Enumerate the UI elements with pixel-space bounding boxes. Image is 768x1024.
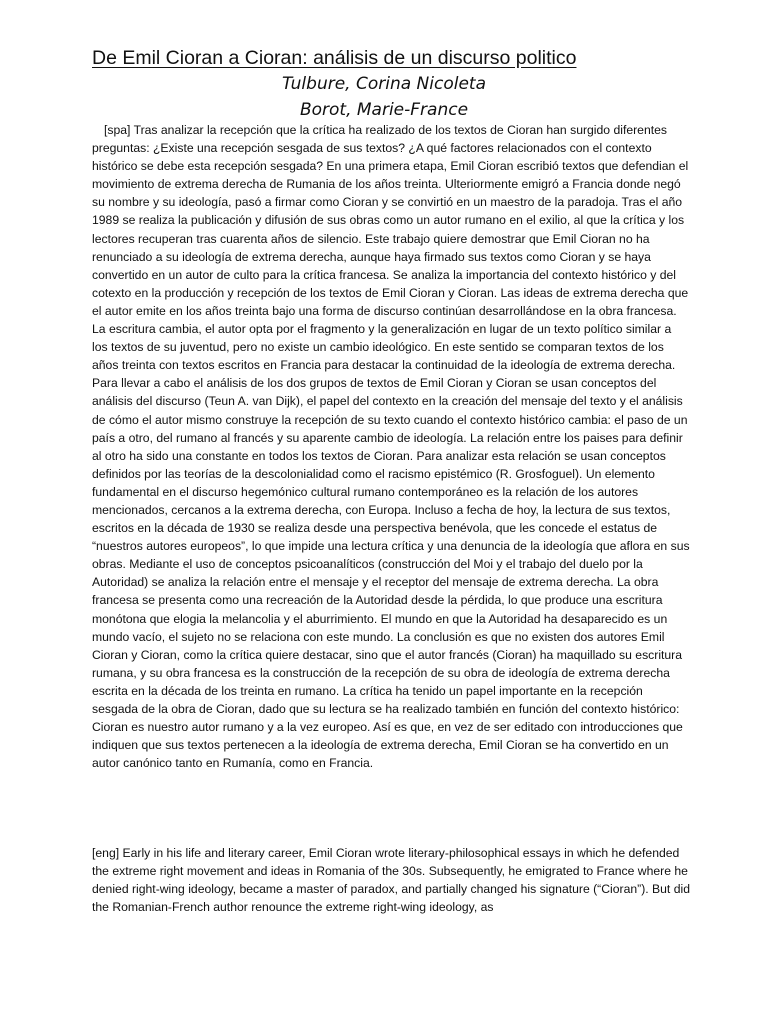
- abstract-english: [eng] Early in his life and literary career, Emil Cioran wrote literary-philosophical essays in which he defended the extreme right movement and ideas in Romania of the 30s. Subsequently, he emigrated to France where he denied right-wing ideology, became a master of paradox, and partially changed his signature (“Cioran”). But did the Romanian-French author renounce the extreme right-wing ideology, as: [92, 846, 690, 915]
- abstract-spanish: [spa] Tras analizar la recepción que la crítica ha realizado de los textos de Cioran han surgido diferentes preguntas: ¿Existe una recepción sesgada de sus textos? ¿A qué factores relacionados con el contexto histórico se debe esta recepción sesgada? En una primera etapa, Emil Cioran escribió textos que defendian el movimiento de extrema derecha de Rumania de los años treinta. Ulteriormente emigró a Francia donde negó su nombre y su ideología, pasó a firmar como Cioran y se convirtió en un maestro de la paradoja. Tras el año 1989 se realiza la publicación y difusión de sus obras como un autor rumano en el exilio, al que la crítica y los lectores recuperan tras cuarenta años de silencio. Este trabajo quiere demostrar que Emil Cioran no ha renunciado a su ideología de extrema derecha, aunque haya firmado sus textos como Cioran y se haya convertido en un autor de culto para la crítica francesa. Se analiza la importancia del contexto histórico y del cotexto en la producción y recepción de los textos de Emil Cioran y Cioran. Las ideas de extrema derecha que el autor emite en los años treinta bajo una forma de discurso continúan desarrollándose en la obra francesa. La escritura cambia, el autor opta por el fragmento y la generalización en lugar de un texto político similar a los textos de su juventud, pero no existe un cambio ideológico. En este sentido se comparan textos de los años treinta con textos escritos en Francia para destacar la continuidad de la ideología de extrema derecha. Para llevar a cabo el análisis de los dos grupos de textos de Emil Cioran y Cioran se usan conceptos del análisis del discurso (Teun A. van Dijk), el papel del contexto en la creación del mensaje del texto y el análisis de cómo el autor mismo construye la recepción de su texto cuando el contexto histórico cambia: el paso de un país a otro, del rumano al francés y su aparente cambio de ideología. La relación entre los paises para definir al otro ha sido una constante en todos los textos de Cioran. Para analizar esta relación se usan conceptos definidos por las teorías de la descolonialidad como el racismo epistémico (R. Grosfoguel). Un elemento fundamental en el discurso hegemónico cultural rumano contemporáneo es la relación de los autores mencionados, cercanos a la extrema derecha, con Europa. Incluso a fecha de hoy, la lectura de sus textos, escritos en la década de 1930 se realiza desde una perspectiva benévola, que les concede el estatus de “nuestros autores europeos”, lo que impide una lectura crítica y una denuncia de la ideología que aflora en sus obras. Mediante el uso de conceptos psicoanalíticos (construcción del Moi y el trabajo del duelo por la Autoridad) se analiza la relación entre el mensaje y el receptor del mensaje de extrema derecha. La obra francesa se presenta como una recreación de la Autoridad desde la pérdida, lo que produce una escritura monótona que elogia la melancolia y el aburrimiento. El mundo en que la Autoridad ha desaparecido es un mundo vacío, el sujeto no se relaciona con este mundo. La conclusión es que no existen dos autores Emil Cioran y Cioran, como la crítica quiere destacar, sino que el autor francés (Cioran) ha maquillado su escritura rumana, y su obra francesa es la construcción de la recepción de su obra de ideología de extrema derecha escrita en la década de los treinta en rumano. La crítica ha tenido un papel importante en la recepción sesgada de la obra de Cioran, dado que su lectura se ha realizado también en función del contexto histórico: Cioran es nuestro autor rumano y a la vez europeo. Así es que, en vez de ser editado con introducciones que indiquen que sus textos pertenecen a la ideología de extrema derecha, Emil Cioran se ha convertido en un autor canónico tanto en Rumanía, como en Francia.: [92, 123, 690, 771]
- author-name: Tulbure, Corina Nicoleta: [281, 74, 487, 94]
- author-name: Borot, Marie-France: [299, 100, 469, 120]
- document-title: De Emil Cioran a Cioran: análisis de un discurso politico: [92, 47, 577, 69]
